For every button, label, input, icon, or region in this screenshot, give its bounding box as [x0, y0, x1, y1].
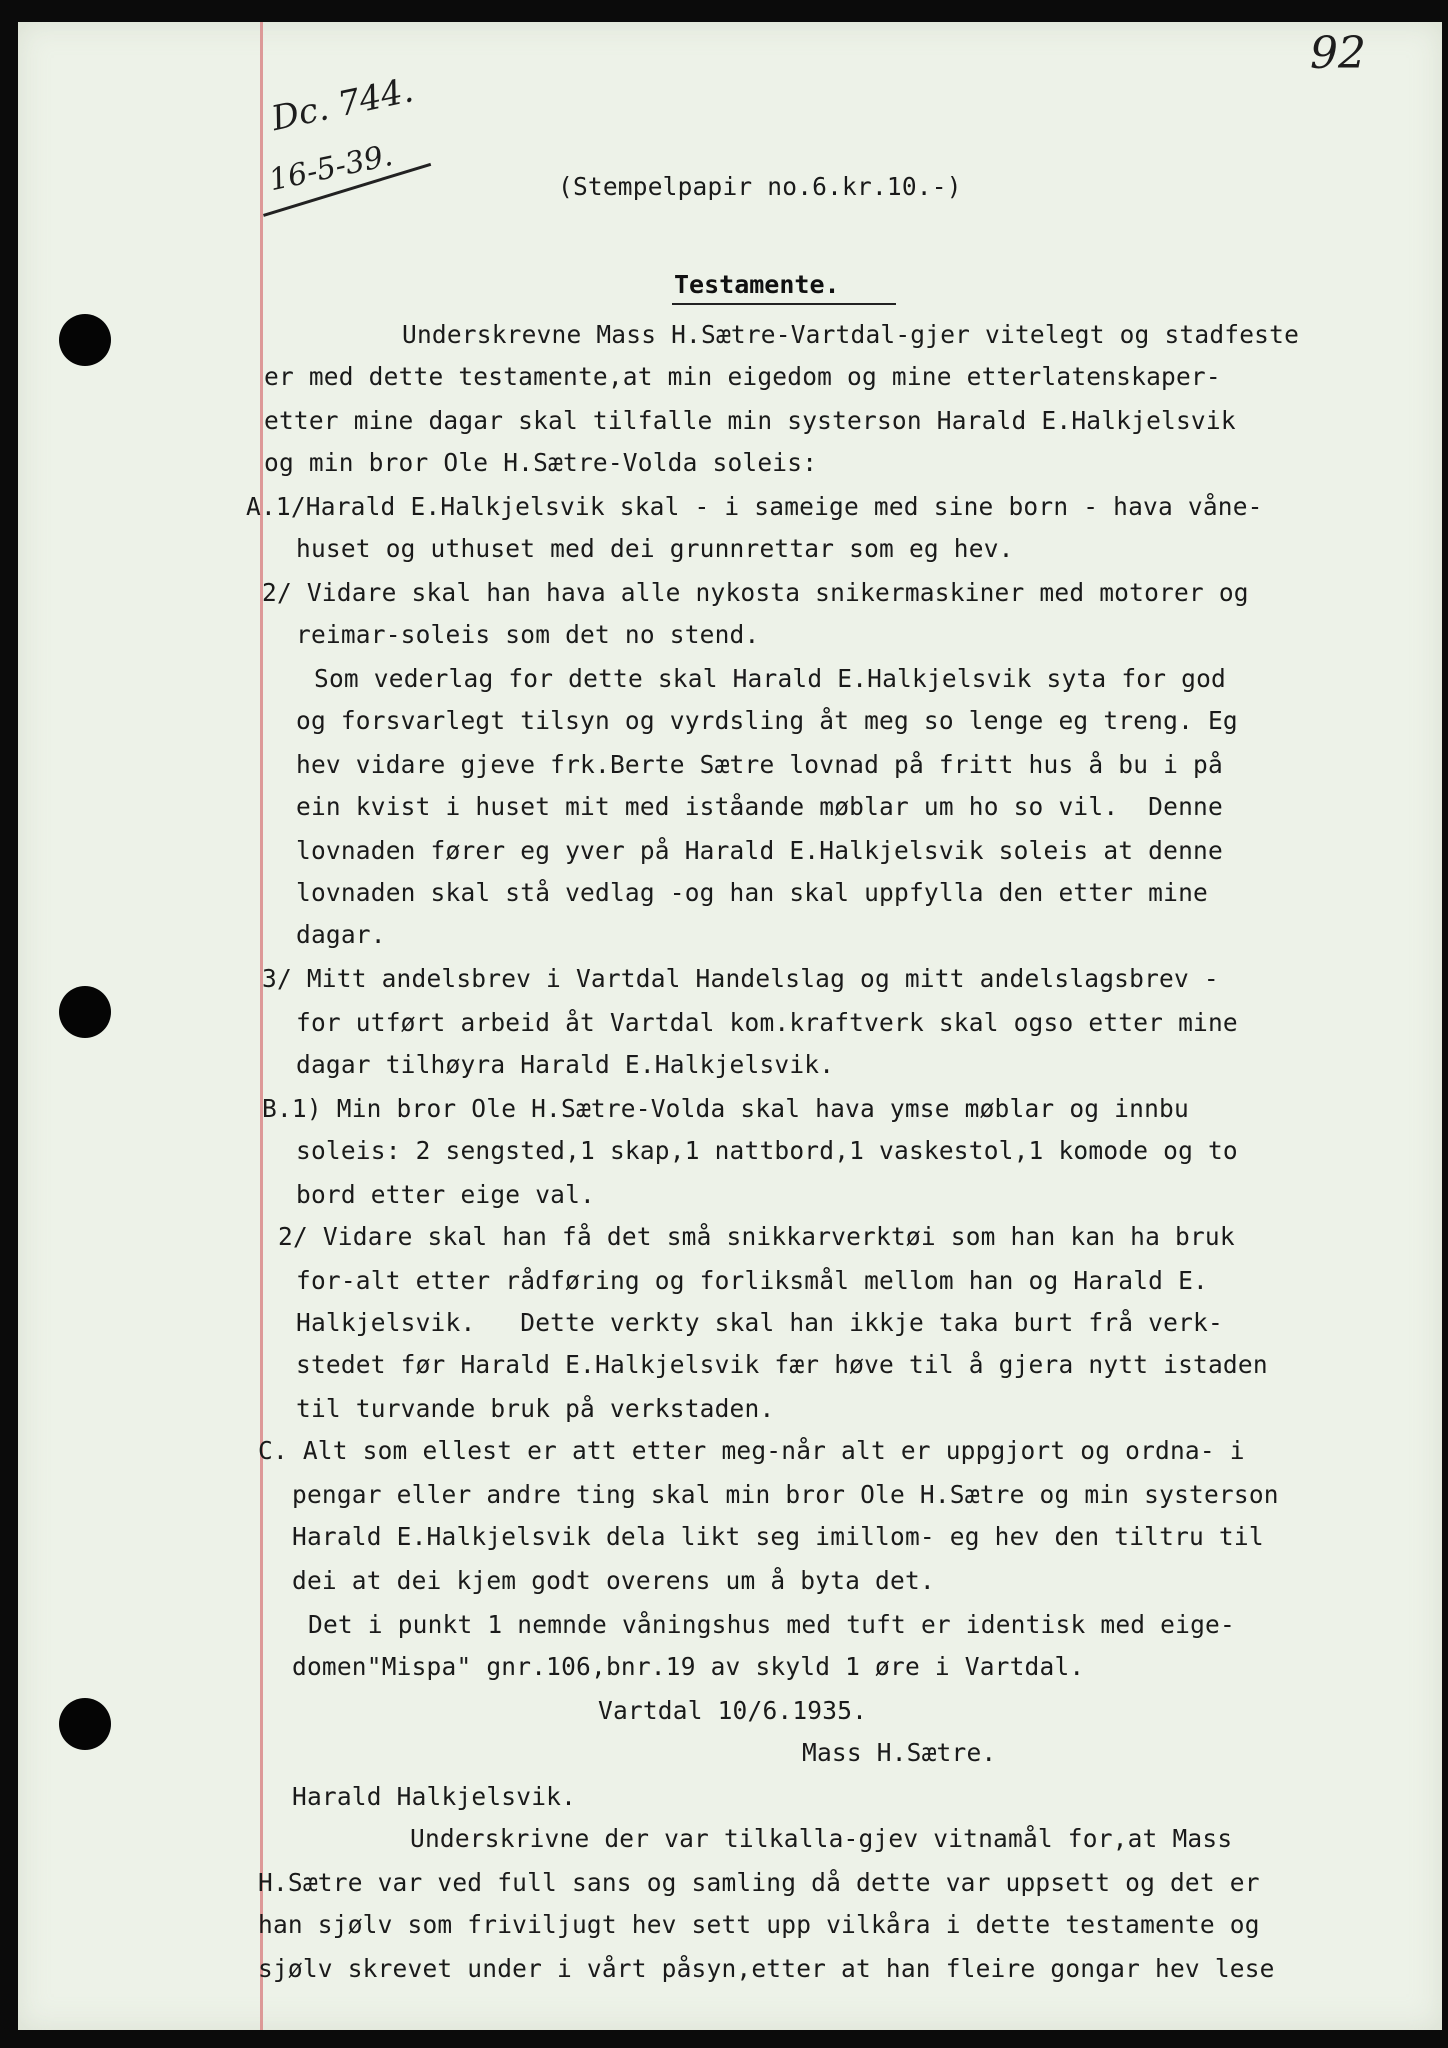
text-line: Harald E.Halkjelsvik dela likt seg imillom- eg hev den tiltru til — [292, 1522, 1264, 1551]
text-line: huset og uthuset med dei grunnrettar som eg hev. — [296, 534, 1014, 563]
punch-hole-bottom — [59, 1698, 111, 1750]
handwritten-date: 16-5-39. — [266, 137, 396, 199]
text-line: til turvande bruk på verkstaden. — [296, 1394, 775, 1423]
text-line: og min bror Ole H.Sætre-Volda soleis: — [264, 448, 818, 477]
text-line: domen"Mispa" gnr.106,bnr.19 av skyld 1 øre i Vartdal. — [292, 1652, 1085, 1681]
text-line: B.1) Min bror Ole H.Sætre-Volda skal hava ymse møblar og innbu — [262, 1094, 1189, 1123]
text-line: Underskrivne der var tilkalla-gjev vitnamål for,at Mass — [410, 1824, 1233, 1853]
text-line: sjølv skrevet under i vårt påsyn,etter at han fleire gongar hev lese — [258, 1954, 1275, 1983]
text-line: C. Alt som ellest er att etter meg-når alt er uppgjort og ordna- i — [258, 1436, 1245, 1465]
punch-hole-middle — [59, 986, 111, 1038]
text-line: 2/ Vidare skal han hava alle nykosta snikermaskiner med motorer og — [262, 578, 1249, 607]
text-line: dagar tilhøyra Harald E.Halkjelsvik. — [296, 1050, 835, 1079]
text-line: Det i punkt 1 nemnde våningshus med tuft er identisk med eige- — [308, 1610, 1235, 1639]
place-date-line: Vartdal 10/6.1935. — [598, 1696, 868, 1725]
text-line: bord etter eige val. — [296, 1180, 596, 1209]
text-line: A.1/Harald E.Halkjelsvik skal - i sameige med sine born - hava våne- — [246, 492, 1263, 521]
stamp-paper-heading: (Stempelpapir no.6.kr.10.-) — [558, 172, 962, 201]
text-line: dei at dei kjem godt overens um å byta det. — [292, 1566, 935, 1595]
document-title: Testamente. — [674, 270, 840, 299]
text-line: for-alt etter rådføring og forliksmål mellom han og Harald E. — [296, 1266, 1208, 1295]
text-line: H.Sætre var ved full sans og samling då dette var uppsett og det er — [258, 1868, 1260, 1897]
text-line: for utført arbeid åt Vartdal kom.kraftverk skal ogso etter mine — [296, 1008, 1238, 1037]
text-line: er med dette testamente,at min eigedom og mine etterlatenskaper- — [264, 362, 1221, 391]
text-line: ein kvist i huset mit med iståande møblar um ho so vil. Denne — [296, 792, 1223, 821]
title-underline — [672, 303, 896, 305]
text-line: hev vidare gjeve frk.Berte Sætre lovnad på fritt hus å bu i på — [296, 750, 1223, 779]
text-line: etter mine dagar skal tilfalle min systerson Harald E.Halkjelsvik — [264, 406, 1236, 435]
page-number: 92 — [1310, 28, 1366, 79]
text-line: lovnaden fører eg yver på Harald E.Halkjelsvik soleis at denne — [296, 836, 1223, 865]
margin-rule — [260, 22, 263, 2030]
text-line: soleis: 2 sengsted,1 skap,1 nattbord,1 vaskestol,1 komode og to — [296, 1136, 1238, 1165]
text-line: Halkjelsvik. Dette verkty skal han ikkje taka burt frå verk- — [296, 1308, 1223, 1337]
text-line: 3/ Mitt andelsbrev i Vartdal Handelslag og mitt andelslagsbrev - — [262, 964, 1219, 993]
text-line: Som vederlag for dette skal Harald E.Halkjelsvik syta for god — [314, 664, 1226, 693]
text-line: reimar-soleis som det no stend. — [296, 620, 760, 649]
handwritten-reference: Dc. 744. — [268, 70, 417, 140]
text-line: stedet før Harald E.Halkjelsvik fær høve til å gjera nytt istaden — [296, 1350, 1268, 1379]
text-line: og forsvarlegt tilsyn og vyrdsling åt meg so lenge eg treng. Eg — [296, 706, 1238, 735]
text-line: Underskrevne Mass H.Sætre-Vartdal-gjer vitelegt og stadfeste — [402, 320, 1300, 349]
text-line: 2/ Vidare skal han få det små snikkarverktøi som han kan ha bruk — [278, 1222, 1235, 1251]
text-line: pengar eller andre ting skal min bror Ole H.Sætre og min systerson — [292, 1480, 1279, 1509]
testator-signature-line: Mass H.Sætre. — [802, 1738, 997, 1767]
beneficiary-name-line: Harald Halkjelsvik. — [292, 1782, 577, 1811]
text-line: han sjølv som friviljugt hev sett upp vilkåra i dette testamente og — [258, 1910, 1260, 1939]
text-line: dagar. — [296, 920, 386, 949]
document-page — [18, 22, 1442, 2030]
punch-hole-top — [59, 314, 111, 366]
text-line: lovnaden skal stå vedlag -og han skal uppfylla den etter mine — [296, 878, 1208, 907]
